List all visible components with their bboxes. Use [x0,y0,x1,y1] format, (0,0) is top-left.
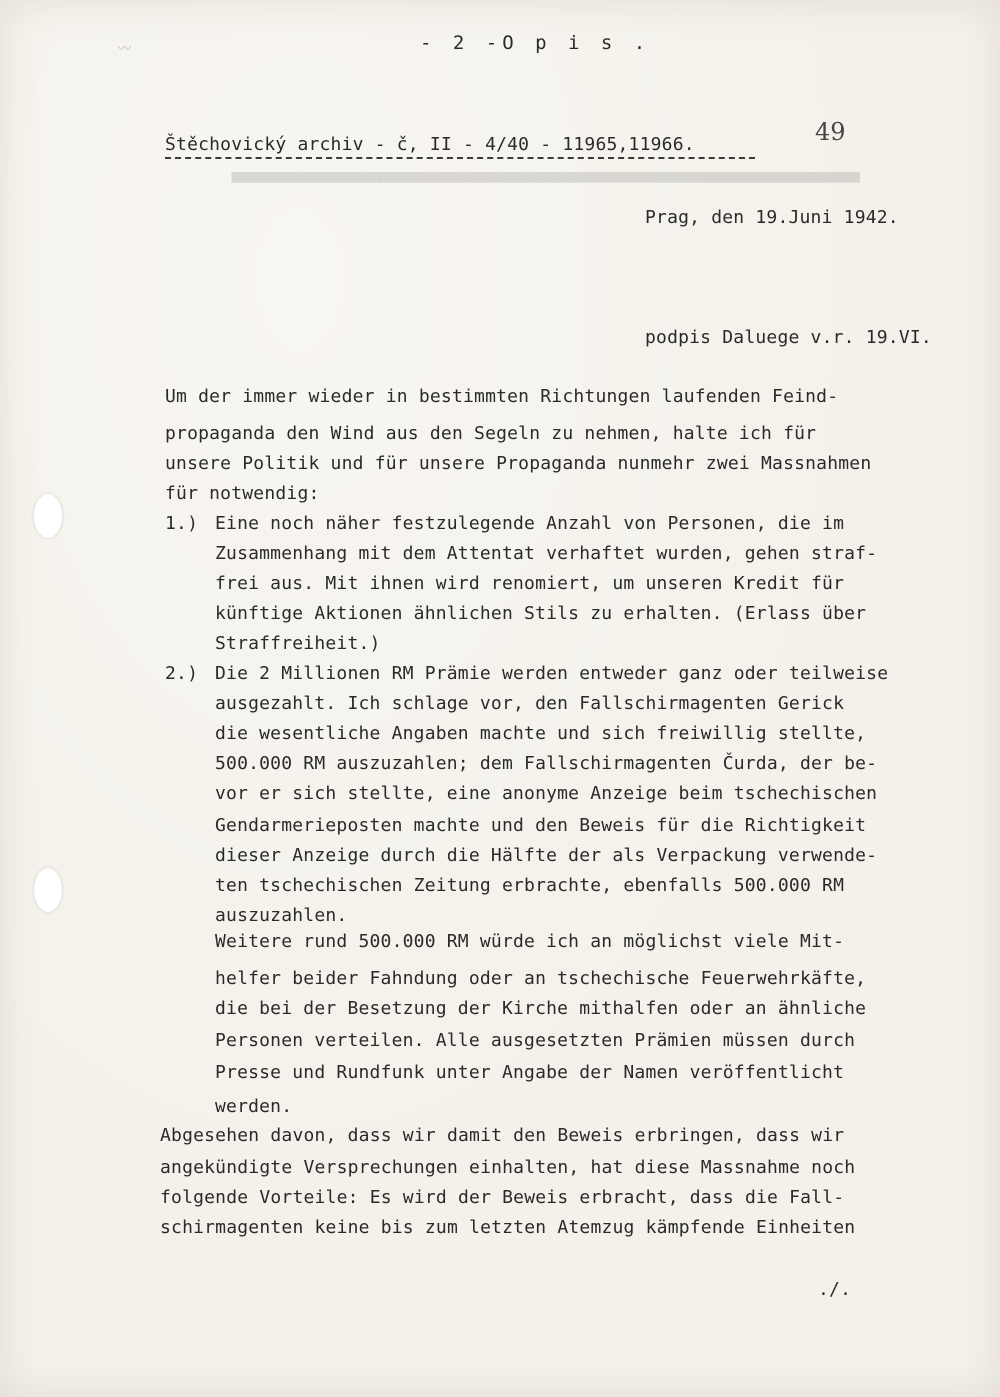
text-line: auszuzahlen. [215,905,348,926]
text-line: die wesentliche Angaben machte und sich freiwillig stellte, [215,723,867,744]
text-line: Weitere rund 500.000 RM würde ich an möglichst viele Mit- [215,931,845,952]
text-line: Gendarmerieposten machte und den Beweis für die Richtigkeit [215,815,867,836]
text-line: ten tschechischen Zeitung erbrachte, ebenfalls 500.000 RM [215,875,845,896]
text-line: Abgesehen davon, dass wir damit den Beweis erbringen, dass wir [160,1125,845,1146]
text-line: 500.000 RM auszuzahlen; dem Fallschirmagenten Čurda, der be- [215,753,878,774]
text-line: dieser Anzeige durch die Hälfte der als Verpackung verwende- [215,845,878,866]
list-item-number: 1.) [165,513,199,534]
text-line: Um der immer wieder in bestimmten Richtungen laufenden Feind- [165,386,839,407]
text-line: für notwendig: [165,483,320,504]
text-line: Die 2 Millionen RM Prämie werden entweder ganz oder teilweise [215,663,889,684]
text-line: Personen verteilen. Alle ausgesetzten Prämien müssen durch [215,1030,856,1051]
text-line: frei aus. Mit ihnen wird renomiert, um unseren Kredit für [215,573,845,594]
punch-hole [34,868,62,912]
list-item-number: 2.) [165,663,199,684]
text-line: Eine noch näher festzulegende Anzahl von Personen, die im [215,513,845,534]
text-line: ausgezahlt. Ich schlage vor, den Fallschirmagenten Gerick [215,693,845,714]
text-line: angekündigte Versprechungen einhalten, hat diese Massnahme noch [160,1157,856,1178]
place-and-date: Prag, den 19.Juni 1942. [645,207,899,228]
signature-line: podpis Daluege v.r. 19.VI. [645,327,932,348]
text-line: helfer beider Fahndung oder an tschechische Feuerwehrkäfte, [215,968,867,989]
pencil-mark: 〰 [118,42,132,57]
text-line: vor er sich stellte, eine anonyme Anzeige beim tschechischen [215,783,878,804]
document-header-title: - 2 -O p i s . [420,32,651,54]
handwritten-page-number: 49 [815,118,846,146]
text-line: werden. [215,1096,293,1117]
show-through-texture: ■■■■■■■■■■■■■■■■■■■■■■■■■■■■■■■■■■■■■■■■■■■■■■■■■■■■■■■■■■ [231,166,860,187]
text-line: Presse und Rundfunk unter Angabe der Namen veröffentlicht [215,1062,845,1083]
page-continuation-mark: ./. [818,1279,852,1300]
text-line: künftige Aktionen ähnlichen Stils zu erhalten. (Erlass über [215,603,867,624]
archive-reference-underline [165,157,755,159]
text-line: Straffreiheit.) [215,633,381,654]
punch-hole [34,494,62,538]
archive-reference: Štěchovický archiv - č, II - 4/40 - 11965,11966. [165,134,695,155]
text-line: propaganda den Wind aus den Segeln zu nehmen, halte ich für [165,423,817,444]
text-line: Zusammenhang mit dem Attentat verhaftet wurden, gehen straf- [215,543,878,564]
text-line: schirmagenten keine bis zum letzten Atemzug kämpfende Einheiten [160,1217,856,1238]
text-line: folgende Vorteile: Es wird der Beweis erbracht, dass die Fall- [160,1187,845,1208]
text-line: die bei der Besetzung der Kirche mithalfen oder an ähnliche [215,998,867,1019]
text-line: unsere Politik und für unsere Propaganda nunmehr zwei Massnahmen [165,453,872,474]
